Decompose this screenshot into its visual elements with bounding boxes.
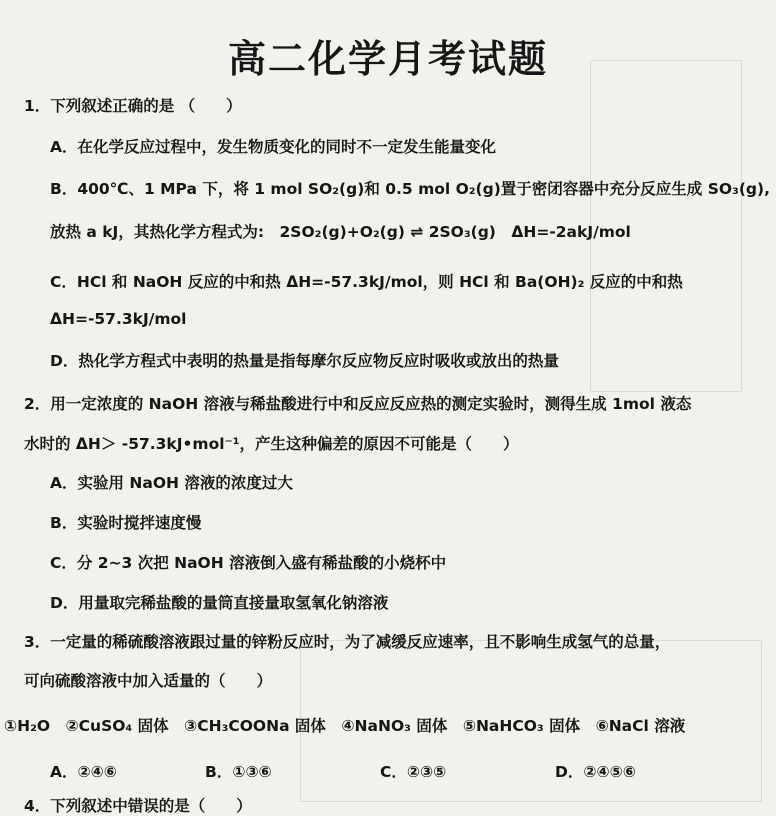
- question-1-option-c: C．HCl 和 NaOH 反应的中和热 ΔH=-57.3kJ/mol，则 HCl 和 Ba(OH)₂ 反应的中和热: [50, 273, 683, 291]
- question-1-option-a: A．在化学反应过程中，发生物质变化的同时不一定发生能量变化: [50, 138, 496, 156]
- question-1-option-c-cont: ΔH=-57.3kJ/mol: [50, 310, 187, 328]
- page-title: 高二化学月考试题: [227, 37, 548, 81]
- question-2-option-a: A．实验用 NaOH 溶液的浓度过大: [50, 474, 293, 492]
- question-3-choice-c: C．②③⑤: [380, 763, 447, 781]
- question-3-substances: ①H₂O ②CuSO₄ 固体 ③CH₃COONa 固体 ④NaNO₃ 固体 ⑤NaHCO₃ 固体 ⑥NaCl 溶液: [4, 717, 686, 735]
- question-3-choices: [50, 760, 750, 784]
- question-2-stem: 2．用一定浓度的 NaOH 溶液与稀盐酸进行中和反应反应热的测定实验时，测得生成 1mol 液态: [24, 395, 692, 413]
- question-3-choice-b: B．①③⑥: [205, 763, 272, 781]
- question-2-option-b: B．实验时搅拌速度慢: [50, 514, 202, 532]
- question-1-option-d: D．热化学方程式中表明的热量是指每摩尔反应物反应时吸收或放出的热量: [50, 352, 559, 370]
- question-4-stem: 4．下列叙述中错误的是（ ）: [24, 797, 252, 815]
- question-1-option-b-cont: 放热 a kJ，其热化学方程式为: 2SO₂(g)+O₂(g) ⇌ 2SO₃(g) ΔH=-2akJ/mol: [50, 223, 631, 241]
- question-3-choice-a: A．②④⑥: [50, 763, 117, 781]
- question-4-partial: [24, 794, 424, 815]
- question-3-choice-d: D．②④⑤⑥: [555, 763, 636, 781]
- question-1-stem: 1．下列叙述正确的是 （ ）: [24, 97, 242, 115]
- question-2-option-d: D．用量取完稀盐酸的量筒直接量取氢氧化钠溶液: [50, 594, 389, 612]
- question-3-stem: 3．一定量的稀硫酸溶液跟过量的锌粉反应时，为了减缓反应速率，且不影响生成氢气的总量，: [24, 633, 671, 651]
- question-2-stem-cont: 水时的 ΔH＞ -57.3kJ•mol⁻¹，产生这种偏差的原因不可能是（ ）: [24, 435, 519, 453]
- question-2-option-c: C．分 2~3 次把 NaOH 溶液倒入盛有稀盐酸的小烧杯中: [50, 554, 447, 572]
- question-3-stem-cont: 可向硫酸溶液中加入适量的（ ）: [24, 672, 273, 690]
- question-1-option-b: B．400℃、1 MPa 下，将 1 mol SO₂(g)和 0.5 mol O₂(g)置于密闭容器中充分反应生成 SO₃(g),: [50, 180, 770, 198]
